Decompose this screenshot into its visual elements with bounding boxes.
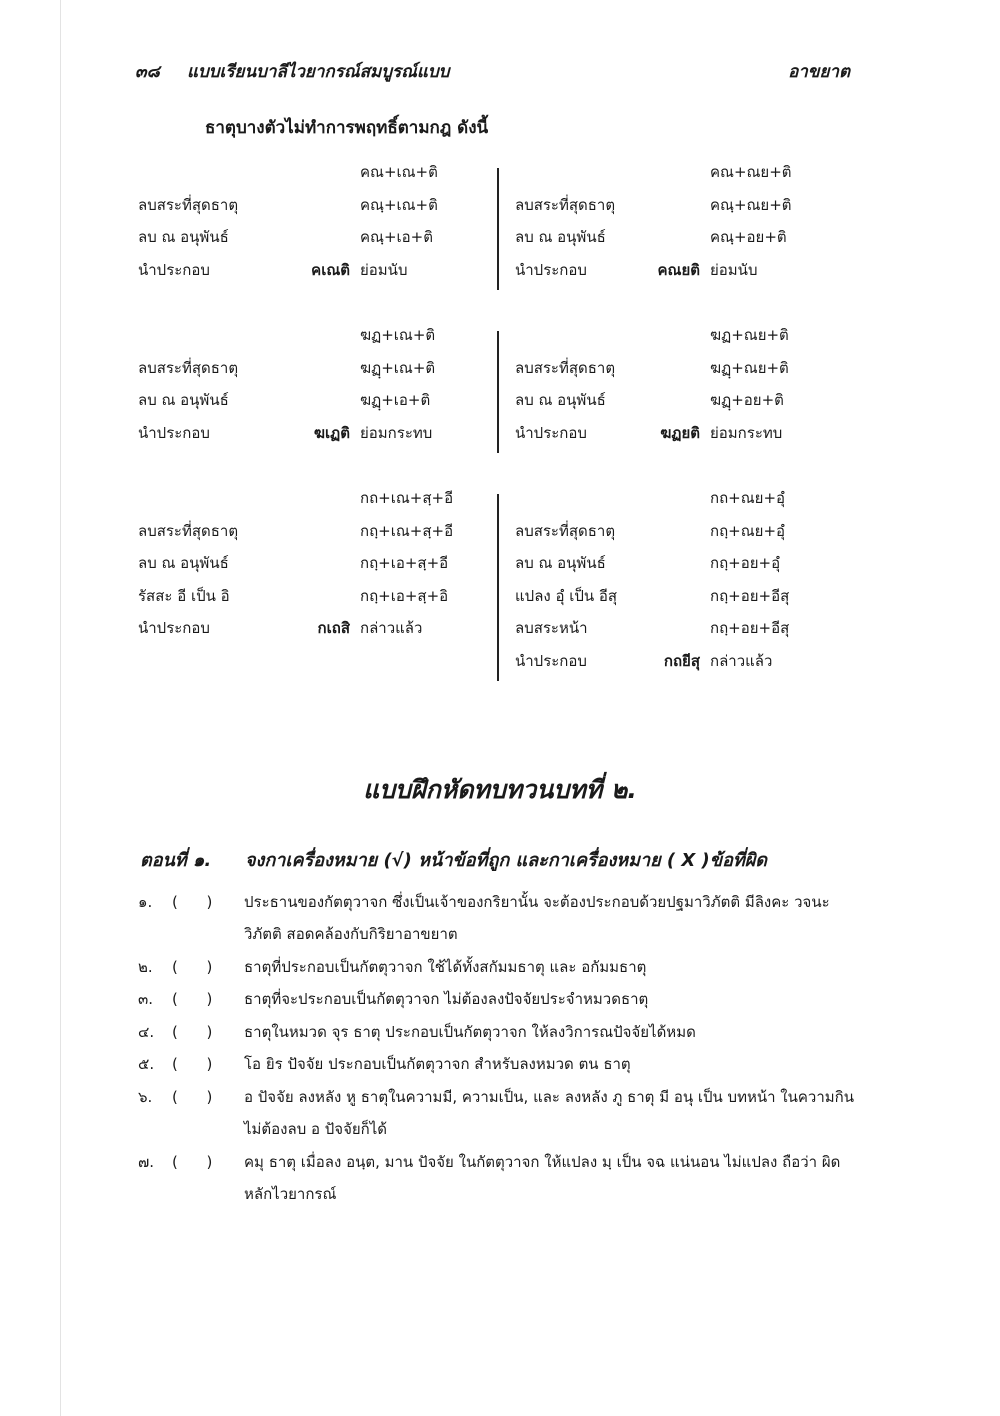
answer-box[interactable]: ( ) [172, 990, 213, 1008]
derivation-step-label: นำประกอบ [138, 423, 210, 442]
derivation-formula: ฆฏฺ+อย+ติ [710, 391, 784, 409]
derivation-step-label: นำประกอบ [138, 619, 210, 637]
derivation-step-label: นำประกอบ [138, 260, 210, 279]
derived-word: ฆเฏติ [313, 423, 350, 442]
derivation-step-label: นำประกอบ [515, 260, 587, 279]
part-label: ตอนที่ ๑. [140, 850, 212, 871]
derivation-formula: กถฺ+อย+อีสุ [710, 619, 790, 637]
derivation-step-label: แปลง อุํ เป็น อีสุ [515, 586, 618, 605]
question-text: ธาตุในหมวด จุร ธาตุ ประกอบเป็นกัตตุวาจก ให้ลงวิการณปัจจัยได้หมด [244, 1023, 696, 1041]
answer-box[interactable]: ( ) [172, 958, 213, 976]
column-divider [497, 494, 499, 681]
derivation-formula: กถฺ+ณย+อุํ [710, 521, 786, 540]
derivation-step-label: ลบสระหน้า [515, 619, 588, 637]
derivation-step-label: ลบสระที่สุดธาตุ [515, 195, 616, 214]
derivation-formula: ฆฏ+ณย+ติ [710, 326, 789, 344]
derived-word: ฆฏยติ [660, 423, 700, 442]
question-text: อ ปัจจัย ลงหลัง หู ธาตุในความมี, ความเป็น, และ ลงหลัง ภู ธาตุ มี อนุ เป็น บทหน้า ในความกิน ไม่ต้องลบ อ ปัจจัยก็ได้ [244, 1088, 854, 1138]
derived-meaning: ย่อมนับ [710, 260, 758, 279]
derivation-formula: คณ+เณ+ติ [360, 163, 438, 181]
derived-word: กถยีสุ [663, 651, 700, 670]
derived-meaning: กล่าวแล้ว [360, 619, 423, 637]
derivation-formula: คณฺ+อย+ติ [710, 228, 787, 246]
derivation-step-label: นำประกอบ [515, 423, 587, 442]
derivation-step-label: ลบ ณ อนุพันธ์ [138, 228, 229, 246]
question-item [138, 983, 868, 1015]
intro-heading: ธาตุบางตัวไม่ทำการพฤทธิ์ตามกฎ ดังนี้ [205, 118, 489, 138]
derivation-formula: กถ+เณ+สฺ+อี [360, 489, 454, 507]
derived-word: คณยติ [657, 260, 700, 279]
derivation-step-label: ลบ ณ อนุพันธ์ [515, 391, 606, 409]
derivation-formula: คณฺ+ณย+ติ [710, 195, 792, 214]
question-item [138, 886, 868, 950]
question-item [138, 1048, 868, 1080]
derivation-step-label: ลบสระที่สุดธาตุ [515, 521, 616, 540]
derived-meaning: กล่าวแล้ว [710, 651, 773, 670]
derived-word: กเถสิ [317, 619, 350, 637]
answer-box[interactable]: ( ) [172, 893, 213, 911]
answer-box[interactable]: ( ) [172, 1088, 213, 1106]
derivation-step-label: ลบ ณ อนุพันธ์ [515, 228, 606, 246]
question-text: ธาตุที่ประกอบเป็นกัตตุวาจก ใช้ได้ทั้งสกัมมธาตุ และ อกัมมธาตุ [244, 958, 647, 976]
derivation-step-label: นำประกอบ [515, 651, 587, 670]
book-title: แบบเรียนบาลีไวยากรณ์สมบูรณ์แบบ [187, 62, 450, 82]
column-divider [497, 168, 499, 290]
page-header [135, 58, 850, 84]
derivation-formula: คณฺ+เอ+ติ [360, 228, 433, 246]
question-item [138, 1081, 868, 1145]
derivation-step-label: ลบ ณ อนุพันธ์ [515, 554, 606, 572]
question-number: ๑. [138, 893, 153, 911]
derivation-formula: ฆฏ+เณ+ติ [360, 326, 436, 344]
part-instruction: จงกาเครื่องหมาย (√) หน้าข้อที่ถูก และกาเครื่องหมาย ( X )ข้อที่ผิด [245, 850, 767, 871]
question-text: ธาตุที่จะประกอบเป็นกัตตุวาจก ไม่ต้องลงปัจจัยประจำหมวดธาตุ [244, 990, 649, 1008]
answer-box[interactable]: ( ) [172, 1023, 213, 1041]
derivation-step-label: รัสสะ อี เป็น อิ [138, 586, 230, 605]
derivation-step-label: ลบสระที่สุดธาตุ [138, 358, 239, 377]
derivation-formula: คณ+ณย+ติ [710, 163, 792, 181]
question-item [138, 1146, 868, 1210]
column-divider [497, 331, 499, 453]
part-heading [140, 845, 767, 874]
question-text: ประธานของกัตตุวาจก ซึ่งเป็นเจ้าของกริยานั้น จะต้องประกอบด้วยปฐมาวิภัตติ มีลิงคะ วจนะ วิภัตติ สอดคล้องกับกิริยาอาขยาต [244, 893, 830, 943]
derived-meaning: ย่อมนับ [360, 260, 408, 279]
derivation-step-label: ลบสระที่สุดธาตุ [515, 358, 616, 377]
derivation-formula: กถฺ+อย+อีสุ [710, 586, 790, 605]
derivation-formula: ฆฏฺ+ณย+ติ [710, 358, 789, 377]
chapter-title: อาขยาต [788, 62, 850, 82]
question-number: ๓. [138, 990, 154, 1008]
question-text: โอ ยิร ปัจจัย ประกอบเป็นกัตตุวาจก สำหรับลงหมวด ตน ธาตุ [244, 1055, 631, 1073]
derived-meaning: ย่อมกระทบ [360, 423, 433, 442]
derivation-formula: กถฺ+เอ+สฺ+อิ [360, 586, 449, 605]
question-number: ๔. [138, 1023, 155, 1041]
question-item [138, 1016, 868, 1048]
derivation-formula: กถฺ+เอ+สฺ+อี [360, 554, 449, 572]
question-text: คมุ ธาตุ เมื่อลง อนฺต, มาน ปัจจัย ในกัตตุวาจก ให้แปลง มฺ เป็น จฉ แน่นอน ไม่แปลง ถือว่า ผิดหลักไวยากรณ์ [244, 1153, 841, 1203]
derivation-formula: กถฺ+เณ+สฺ+อี [360, 521, 454, 540]
exercise-title: แบบฝึกหัดทบทวนบทที่ ๒. [363, 775, 637, 804]
page-number: ๓๘ [135, 62, 160, 82]
derivation-step-label: ลบ ณ อนุพันธ์ [138, 554, 229, 572]
answer-box[interactable]: ( ) [172, 1055, 213, 1073]
derived-meaning: ย่อมกระทบ [710, 423, 783, 442]
scan-edge [60, 0, 61, 1416]
question-number: ๖. [138, 1088, 153, 1106]
question-item [138, 951, 868, 983]
derivation-formula: คณฺ+เณ+ติ [360, 195, 438, 214]
question-number: ๕. [138, 1055, 155, 1073]
derivation-step-label: ลบสระที่สุดธาตุ [138, 195, 239, 214]
derivation-formula: กถฺ+อย+อุํ [710, 554, 781, 572]
derivation-formula: กถ+ณย+อุํ [710, 489, 786, 507]
derivation-formula: ฆฏฺ+เอ+ติ [360, 391, 431, 409]
derivation-step-label: ลบสระที่สุดธาตุ [138, 521, 239, 540]
answer-box[interactable]: ( ) [172, 1153, 213, 1171]
derivation-formula: ฆฏฺ+เณ+ติ [360, 358, 436, 377]
question-number: ๒. [138, 958, 153, 976]
question-number: ๗. [138, 1153, 155, 1171]
derived-word: คเณติ [311, 260, 350, 279]
derivation-step-label: ลบ ณ อนุพันธ์ [138, 391, 229, 409]
